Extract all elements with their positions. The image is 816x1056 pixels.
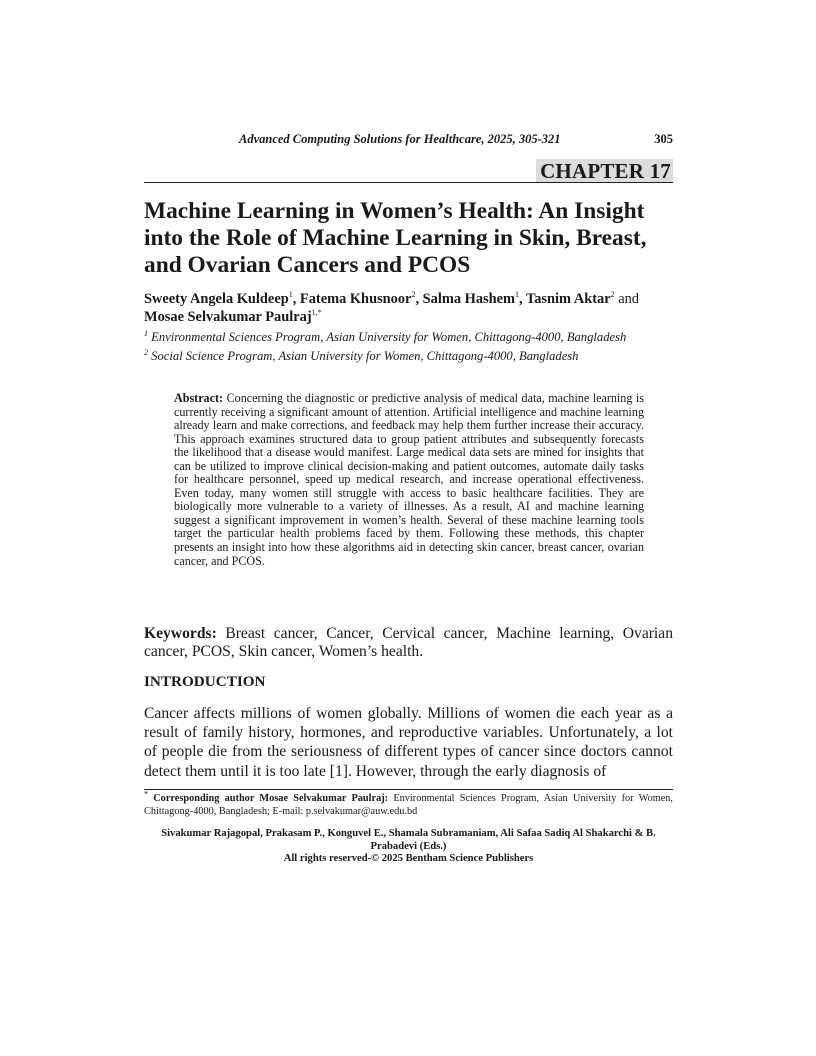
author-affiliation-mark: 2 (610, 290, 615, 300)
affiliation (144, 348, 673, 364)
publication-credits (144, 828, 673, 866)
journal-title: Advanced Computing Solutions for Healthcare (239, 132, 482, 146)
editors-line: Sivakumar Rajagopal, Prakasam P., Konguvel E., Shamala Subramaniam, Ali Safaa Sadiq Al Shakarchi & B. Prabadevi (Eds.) (161, 828, 656, 852)
affiliation-mark: 1 (144, 328, 148, 338)
keywords-text: Breast cancer, Cancer, Cervical cancer, Machine learning, Ovarian cancer, PCOS, Skin cancer, Women’s health. (144, 625, 673, 660)
author-name: Mosae Selvakumar Paulraj (144, 309, 312, 325)
footnote-rule (144, 789, 673, 790)
affiliation (144, 329, 673, 345)
rights-line: All rights reserved-© 2025 Bentham Science Publishers (283, 853, 534, 865)
running-head (144, 132, 673, 150)
section-heading-introduction: INTRODUCTION (144, 673, 266, 690)
affiliation-text: Social Science Program, Asian University for Women, Chittagong-4000, Bangladesh (151, 349, 579, 363)
footnote-mark: * (144, 789, 148, 799)
affiliation-mark: 2 (144, 347, 148, 357)
page-number: 305 (654, 132, 673, 146)
author-affiliation-mark: 1 (515, 290, 520, 300)
chapter-title: Machine Learning in Women’s Health: An Insight into the Role of Machine Learning in Skin, Breast, and Ovarian Cancers and PCOS (144, 198, 647, 278)
document-page (144, 0, 673, 1056)
author-affiliation-mark: 1 (288, 290, 293, 300)
abstract-text: Concerning the diagnostic or predictive analysis of medical data, machine learning is currently receiving a significant amount of attention. Artificial intelligence and machine learning already learn and make corrections, and feedback may help them further increase their accuracy. This approach examines structured data to group patient attributes and subsequently forecasts the likelihood that a disease would manifest. Large medical data sets are mined for insights that can be utilized to improve clinical decision-making and patient outcomes, automate daily tasks for healthcare personnel, speed up medical research, and increase operational effectiveness. Even today, many women still struggle with access to basic healthcare facilities. They are biologically more vulnerable to a variety of illnesses. As a result, AI and machine learning suggest a significant improvement in women’s health. Several of these machine learning tools target the particular health problems faced by them. Following these methods, this chapter presents an insight into how these algorithms aid in detecting skin cancer, breast cancer, ovarian cancer, and PCOS. (174, 391, 644, 568)
author-name: Sweety Angela Kuldeep (144, 291, 289, 307)
chapter-rule (144, 182, 673, 183)
footnote (144, 789, 674, 818)
author-separator: , (519, 291, 526, 307)
chapter-label: CHAPTER 17 (536, 159, 673, 183)
author-name: Tasnim Aktar (525, 291, 611, 307)
author-affiliation-mark: 1,* (311, 308, 322, 318)
author-name: Salma Hashem (422, 291, 516, 307)
affiliation-text: Environmental Sciences Program, Asian University for Women, Chittagong-4000, Bangladesh (151, 330, 627, 344)
footnote-label: Corresponding author Mosae Selvakumar Paulraj: (153, 793, 389, 804)
keywords (144, 625, 673, 661)
abstract-label: Abstract: (174, 391, 224, 405)
abstract (174, 392, 644, 568)
footnote-text: Environmental Sciences Program, Asian University for Women, Chittagong-4000, Bangladesh; E-mail: p.selvakumar@auw.edu.bd (144, 793, 674, 817)
author-list (144, 290, 673, 326)
author-affiliation-mark: 2 (411, 290, 416, 300)
running-head-journal (239, 132, 561, 147)
author-name: Fatema Khusnoor (299, 291, 412, 307)
author-conjunction: and (618, 291, 639, 307)
introduction-paragraph: Cancer affects millions of women globally. Millions of women die each year as a result of family history, hormones, and reproductive variables. Unfortunately, a lot of people die from the seriousness of different types of cancer since doctors cannot detect them until it is too late [1]. However, through the early diagnosis of (144, 705, 673, 780)
journal-year-pages: , 2025, 305-321 (481, 132, 561, 146)
keywords-label: Keywords: (144, 625, 217, 642)
author-separator: , (415, 291, 423, 307)
author-separator: , (292, 291, 300, 307)
